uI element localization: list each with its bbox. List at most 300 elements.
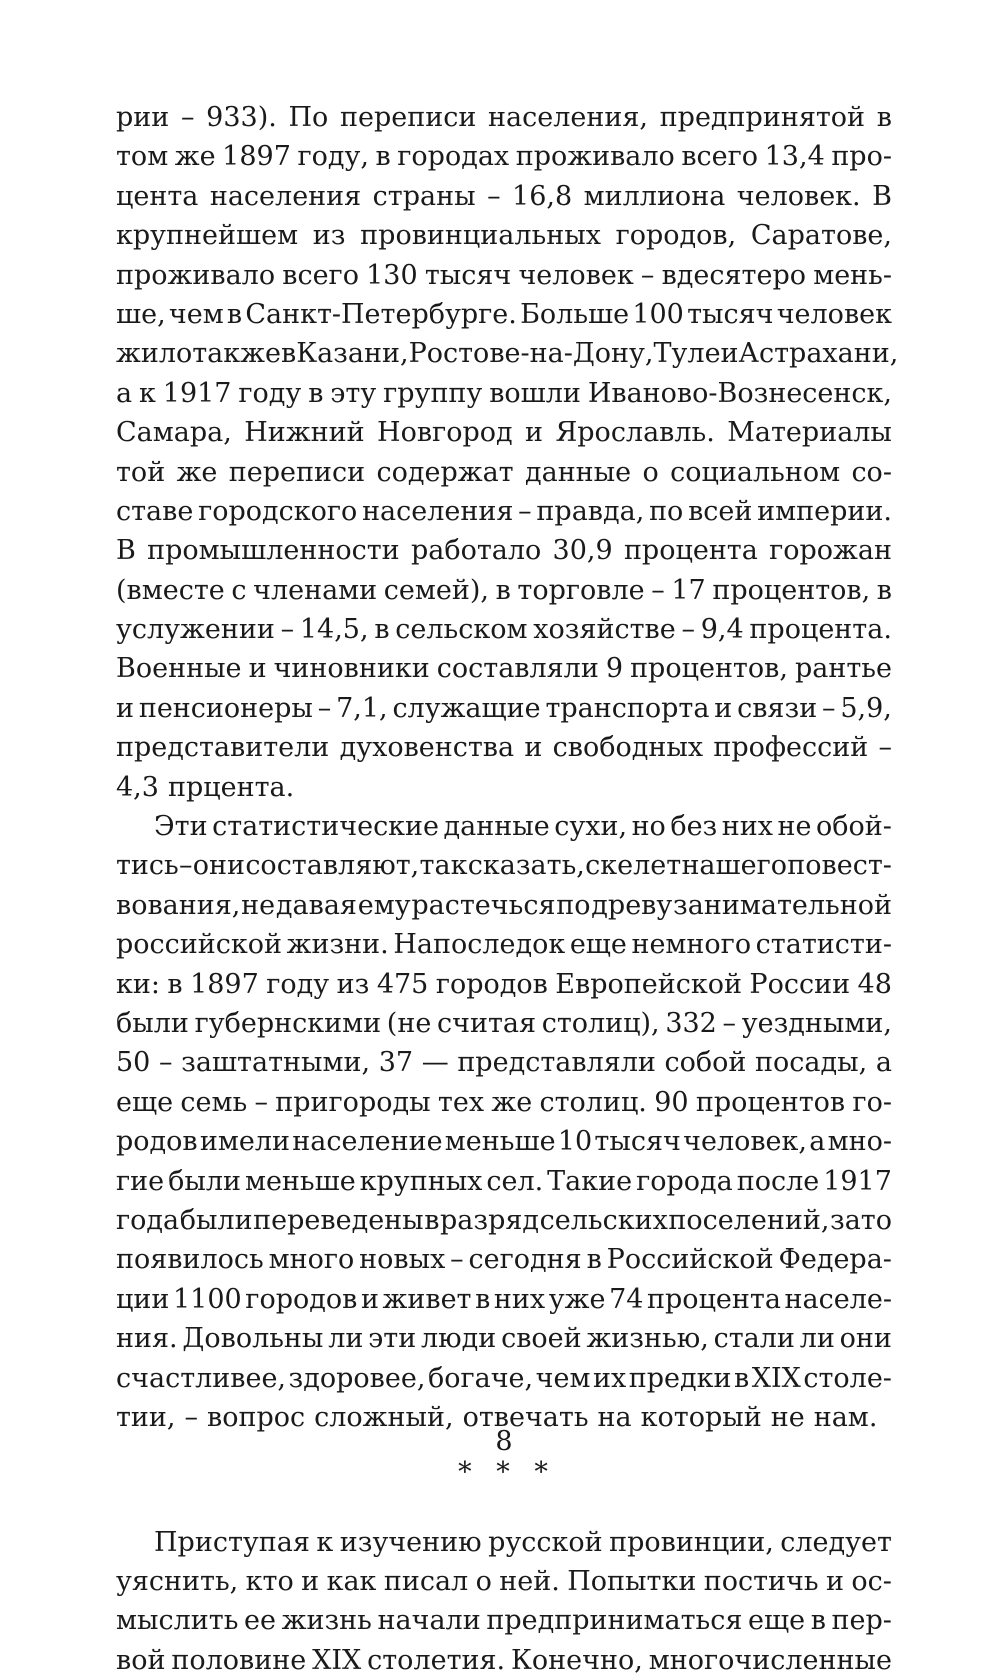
word: предки [628, 1362, 732, 1394]
word: цента [116, 180, 199, 212]
word: содержат [376, 456, 514, 488]
word: году [238, 377, 302, 409]
word: городов [245, 1283, 358, 1315]
word: в [876, 574, 892, 606]
word: услужении [116, 614, 275, 646]
text-line [116, 1162, 892, 1201]
word: а [875, 1047, 892, 1079]
word: города [636, 1165, 733, 1197]
word: 130 [366, 259, 418, 291]
word: В [116, 535, 136, 567]
word: всего [681, 141, 759, 173]
word: из [336, 968, 370, 1000]
word: и [248, 653, 267, 685]
word: уездными, [741, 1007, 892, 1039]
word: 1100 [172, 1283, 242, 1315]
word: чем [535, 1362, 591, 1394]
word: в [495, 574, 511, 606]
word: процентов [695, 1086, 846, 1118]
word: пер- [831, 1605, 892, 1637]
word: в [375, 141, 391, 173]
word: профессий [713, 732, 869, 764]
word: социальном [670, 456, 841, 488]
word: не [770, 1401, 805, 1433]
word: Туле [653, 338, 721, 370]
word: своей [501, 1323, 582, 1355]
word: 9,4 [700, 614, 744, 646]
word: членами [253, 574, 378, 606]
word: и [720, 338, 739, 370]
word: городов, [615, 220, 737, 252]
word: о [475, 1566, 492, 1598]
word: (вместе [116, 574, 225, 606]
word: населения [209, 180, 362, 212]
text-line [116, 571, 892, 610]
word: тысяч [594, 1126, 681, 1158]
word: их [592, 1362, 627, 1394]
word: Конечно, [511, 1644, 643, 1676]
word: без [670, 811, 718, 843]
paragraph [116, 807, 892, 1437]
word: и [524, 732, 543, 764]
word: мень- [813, 259, 892, 291]
word: в [586, 1244, 602, 1276]
word: мыслить [116, 1605, 239, 1637]
word: Нижний [244, 417, 365, 449]
word: человек. [736, 180, 861, 212]
text-line [116, 137, 892, 176]
word: правда, [536, 495, 645, 527]
word: в [475, 1283, 491, 1315]
word: человек, [683, 1126, 807, 1158]
word: данные [443, 811, 550, 843]
word: кто [245, 1566, 294, 1598]
word: собой [664, 1047, 747, 1079]
word: разряд [440, 1204, 540, 1236]
word: процента. [749, 614, 892, 646]
word: – [878, 732, 892, 764]
word: – [822, 692, 836, 724]
word: и [826, 1566, 845, 1598]
word: страны [372, 180, 476, 212]
word: отвечать [462, 1401, 589, 1433]
word: имели [199, 1126, 290, 1158]
word: пригороды [275, 1086, 431, 1118]
word: процентов, [712, 574, 871, 606]
word: про- [831, 141, 892, 173]
word: – [180, 102, 195, 133]
word: Иваново-Вознесенск, [587, 377, 892, 409]
text-line [116, 925, 892, 964]
word: промышленности [147, 535, 400, 567]
word: сельском [395, 614, 528, 646]
text-line [116, 965, 892, 1004]
word: ставе [116, 495, 194, 527]
text-line [116, 1641, 892, 1680]
word: который [640, 1401, 762, 1433]
word: же [174, 141, 216, 173]
word: тех [437, 1086, 485, 1118]
word: они [839, 1323, 892, 1355]
word: пенсионеры [138, 692, 313, 724]
text-line [116, 610, 892, 649]
word: – [179, 850, 193, 882]
word: были [116, 1007, 189, 1039]
word: статистические [212, 811, 440, 843]
text-line [116, 1319, 892, 1358]
word: 9 [605, 653, 624, 685]
word: были [179, 1204, 253, 1236]
word: 37 [378, 1047, 414, 1079]
text-line [116, 1083, 892, 1122]
word: скелет [585, 850, 682, 882]
text-line [116, 807, 892, 846]
word: — [421, 1047, 449, 1079]
word: а [809, 1126, 826, 1158]
word: изучению [339, 1526, 482, 1558]
word: 14,5, [299, 614, 369, 646]
word: ее [244, 1605, 276, 1637]
word: в [226, 298, 243, 330]
word: постичь [703, 1566, 819, 1598]
text-line [116, 768, 892, 807]
word: счастливее, [116, 1362, 287, 1394]
text-line [116, 492, 892, 531]
word: (не [386, 1007, 432, 1039]
word: работало [410, 535, 542, 567]
word: в [167, 968, 183, 1000]
word: российской [116, 929, 283, 961]
word: сложный, [314, 1401, 454, 1433]
word: прцента. [167, 771, 295, 803]
word: городах [397, 141, 510, 173]
text-line [116, 1359, 892, 1398]
word: 1897 [190, 968, 259, 1000]
word: ли [328, 1323, 364, 1355]
word: человек [776, 298, 892, 330]
word: немного [631, 929, 752, 961]
word: процентов, [630, 653, 788, 685]
word: начали [377, 1605, 481, 1637]
word: появилось [116, 1244, 264, 1276]
word: ему [357, 889, 411, 921]
word: меньше [244, 1165, 356, 1197]
word: же [176, 456, 218, 488]
word: Материалы [727, 417, 892, 449]
word: семей), [383, 574, 489, 606]
word: 30,9 [552, 535, 613, 567]
word: том [116, 141, 169, 173]
word: жизни. [286, 929, 389, 961]
word: тись [116, 850, 179, 882]
word: представители [116, 732, 330, 764]
word: на [597, 1401, 632, 1433]
word: крупнейшем [116, 220, 299, 252]
word: по [649, 495, 684, 527]
text-line [116, 1122, 892, 1161]
text-line [116, 689, 892, 728]
text-line [116, 1562, 892, 1601]
word: ней. [499, 1566, 560, 1598]
word: – [487, 180, 501, 212]
word: всего [282, 259, 359, 291]
word: но [631, 811, 666, 843]
text-line [116, 728, 892, 767]
word: Европейской [555, 968, 742, 1000]
word: 332 [665, 1007, 717, 1039]
word: Приступая [154, 1526, 310, 1558]
word: свободных [552, 732, 704, 764]
text-line [116, 256, 892, 295]
text-line [116, 1601, 892, 1640]
word: предприниматься [486, 1605, 743, 1637]
text-line [116, 216, 892, 255]
word: ки: [116, 968, 160, 1000]
word: меньше [444, 1126, 556, 1158]
word: – [280, 614, 295, 646]
word: Ростове-на-Дону, [408, 338, 654, 370]
word: 7,1, [336, 692, 388, 724]
word: хозяйстве [533, 614, 676, 646]
word: Больше [520, 298, 630, 330]
word: со- [851, 456, 892, 488]
word: были [168, 1165, 241, 1197]
word: вдесятеро [661, 259, 807, 291]
word: Новгород [377, 417, 513, 449]
word: данные [524, 456, 632, 488]
word: в [734, 1362, 750, 1394]
word: не [241, 889, 276, 921]
word: 1897 [222, 141, 291, 173]
word: нашего [681, 850, 788, 882]
word: вования, [116, 889, 241, 921]
text-line [116, 1240, 892, 1279]
word: рантье [794, 653, 892, 685]
text-line [116, 1523, 892, 1562]
word: 74 [609, 1283, 644, 1315]
text-line [116, 374, 892, 413]
word: люди [421, 1323, 497, 1355]
page-number: 8 [495, 1426, 513, 1457]
word: служащие [392, 692, 541, 724]
word: в [810, 1605, 826, 1637]
word: стали [713, 1323, 795, 1355]
word: сельских [539, 1204, 668, 1236]
word: в [424, 1204, 440, 1236]
word: 90 [654, 1086, 689, 1118]
word: Казани, [296, 338, 409, 370]
word: богаче, [427, 1362, 534, 1394]
word: жизнь [281, 1605, 372, 1637]
word: а [116, 377, 133, 409]
word: связи [737, 692, 818, 724]
word: 48 [857, 968, 892, 1000]
word: 4,3 [116, 771, 159, 803]
text-line [116, 1280, 892, 1319]
word: чиновники [273, 653, 430, 685]
text-line [116, 413, 892, 452]
word: много [268, 1244, 355, 1276]
word: заштатными, [181, 1047, 371, 1079]
word: Самара, [116, 417, 232, 449]
word: духовенства [339, 732, 515, 764]
word: сегодня [468, 1244, 582, 1276]
word: XIX [751, 1362, 801, 1394]
word: миллиона [583, 180, 726, 212]
word: Такие [547, 1165, 633, 1197]
word: из [312, 220, 346, 252]
word: ния. [116, 1323, 178, 1355]
word: и [360, 1283, 379, 1315]
word: посады, [755, 1047, 868, 1079]
word: уяснить, [116, 1566, 239, 1598]
word: них [721, 811, 774, 843]
word: эти [368, 1323, 417, 1355]
word: также [192, 338, 281, 370]
text-line [116, 453, 892, 492]
word: и [301, 1566, 320, 1598]
word: мно- [827, 1126, 892, 1158]
word: в [876, 102, 892, 133]
text-line [116, 1201, 892, 1240]
word: году, [297, 141, 369, 173]
word: переписи [340, 102, 477, 133]
word: горожан [769, 535, 892, 567]
word: XIX [312, 1644, 362, 1676]
word: провинциальных [360, 220, 601, 252]
text-line [116, 649, 892, 688]
word: человек [518, 259, 634, 291]
word: процента [623, 535, 758, 567]
word: обой- [816, 811, 892, 843]
word: торговле [517, 574, 645, 606]
word: сел. [486, 1165, 544, 1197]
word: статисти- [755, 929, 892, 961]
word: ос- [851, 1566, 892, 1598]
word: чем [168, 298, 224, 330]
word: к [316, 1526, 334, 1558]
word: Астрахани, [738, 338, 899, 370]
word: составляют, [245, 850, 420, 882]
word: столиц), [541, 1007, 660, 1039]
word: новых [359, 1244, 446, 1276]
word: писал [383, 1566, 469, 1598]
word: столиц. [539, 1086, 647, 1118]
word: тысяч [424, 259, 512, 291]
paragraph [116, 1523, 892, 1680]
word: ше, [116, 298, 166, 330]
word: 17 [671, 574, 706, 606]
word: 933). [206, 102, 277, 133]
word: 16,8 [512, 180, 573, 212]
word: Военные [116, 653, 242, 685]
word: Попытки [567, 1566, 697, 1598]
word: здоровее, [288, 1362, 426, 1394]
word: Довольны [182, 1323, 324, 1355]
word: транспорта [545, 692, 710, 724]
word: 475 [376, 968, 429, 1000]
word: русской [488, 1526, 603, 1558]
word: – [184, 1401, 199, 1433]
word: половине [171, 1644, 307, 1676]
word: го- [852, 1086, 892, 1118]
word: Санкт-Петербурге. [245, 298, 517, 330]
text-line [116, 177, 892, 216]
text-line [116, 1043, 892, 1082]
text-line [116, 295, 892, 334]
word: с [231, 574, 247, 606]
word: – [640, 259, 655, 291]
word: России [749, 968, 851, 1000]
word: По [288, 102, 329, 133]
word: группу [383, 377, 483, 409]
word: 1917 [162, 377, 232, 409]
word: семь [180, 1086, 248, 1118]
text-line [116, 846, 892, 885]
word: сухи, [554, 811, 628, 843]
word: считая [436, 1007, 537, 1039]
word: после [736, 1165, 820, 1197]
word: Российской [606, 1244, 774, 1276]
word: составляли [436, 653, 599, 685]
word: по [556, 889, 591, 921]
word: – [254, 1086, 268, 1118]
word: переписи [228, 456, 366, 488]
word: Эти [154, 811, 208, 843]
word: родов [116, 1126, 198, 1158]
word: многочисленные [648, 1644, 892, 1676]
paragraph [116, 98, 899, 807]
word: тии, [116, 1401, 176, 1433]
word: живет [382, 1283, 472, 1315]
word: как [326, 1566, 377, 1598]
word: – [317, 692, 332, 724]
word: – [722, 1007, 737, 1039]
word: еще [748, 1605, 806, 1637]
word: Саратове, [750, 220, 892, 252]
word: растечься [411, 889, 556, 921]
word: в [280, 338, 297, 370]
word: зато [829, 1204, 892, 1236]
word: тысяч [687, 298, 774, 330]
text-line [116, 886, 892, 925]
word: предпринятой [659, 102, 866, 133]
word: повест- [787, 850, 892, 882]
word: процента [647, 1283, 781, 1315]
word: населения [362, 495, 514, 527]
word: в [374, 614, 390, 646]
word: о [642, 456, 659, 488]
word: них [493, 1283, 546, 1315]
word: всей [688, 495, 753, 527]
word: городского [198, 495, 358, 527]
word: в [308, 377, 324, 409]
word: эту [330, 377, 377, 409]
word: давая [275, 889, 357, 921]
word: рии [116, 102, 170, 133]
word: поселений, [668, 1204, 830, 1236]
word: сказать, [467, 850, 585, 882]
word: ции [116, 1283, 170, 1315]
text-line [116, 98, 892, 137]
word: гие [116, 1165, 165, 1197]
word: населе- [784, 1283, 892, 1315]
word: столетия. [367, 1644, 506, 1676]
text-line [116, 334, 899, 373]
word: вопрос [207, 1401, 306, 1433]
word: вой [116, 1644, 166, 1676]
word: уже [548, 1283, 606, 1315]
